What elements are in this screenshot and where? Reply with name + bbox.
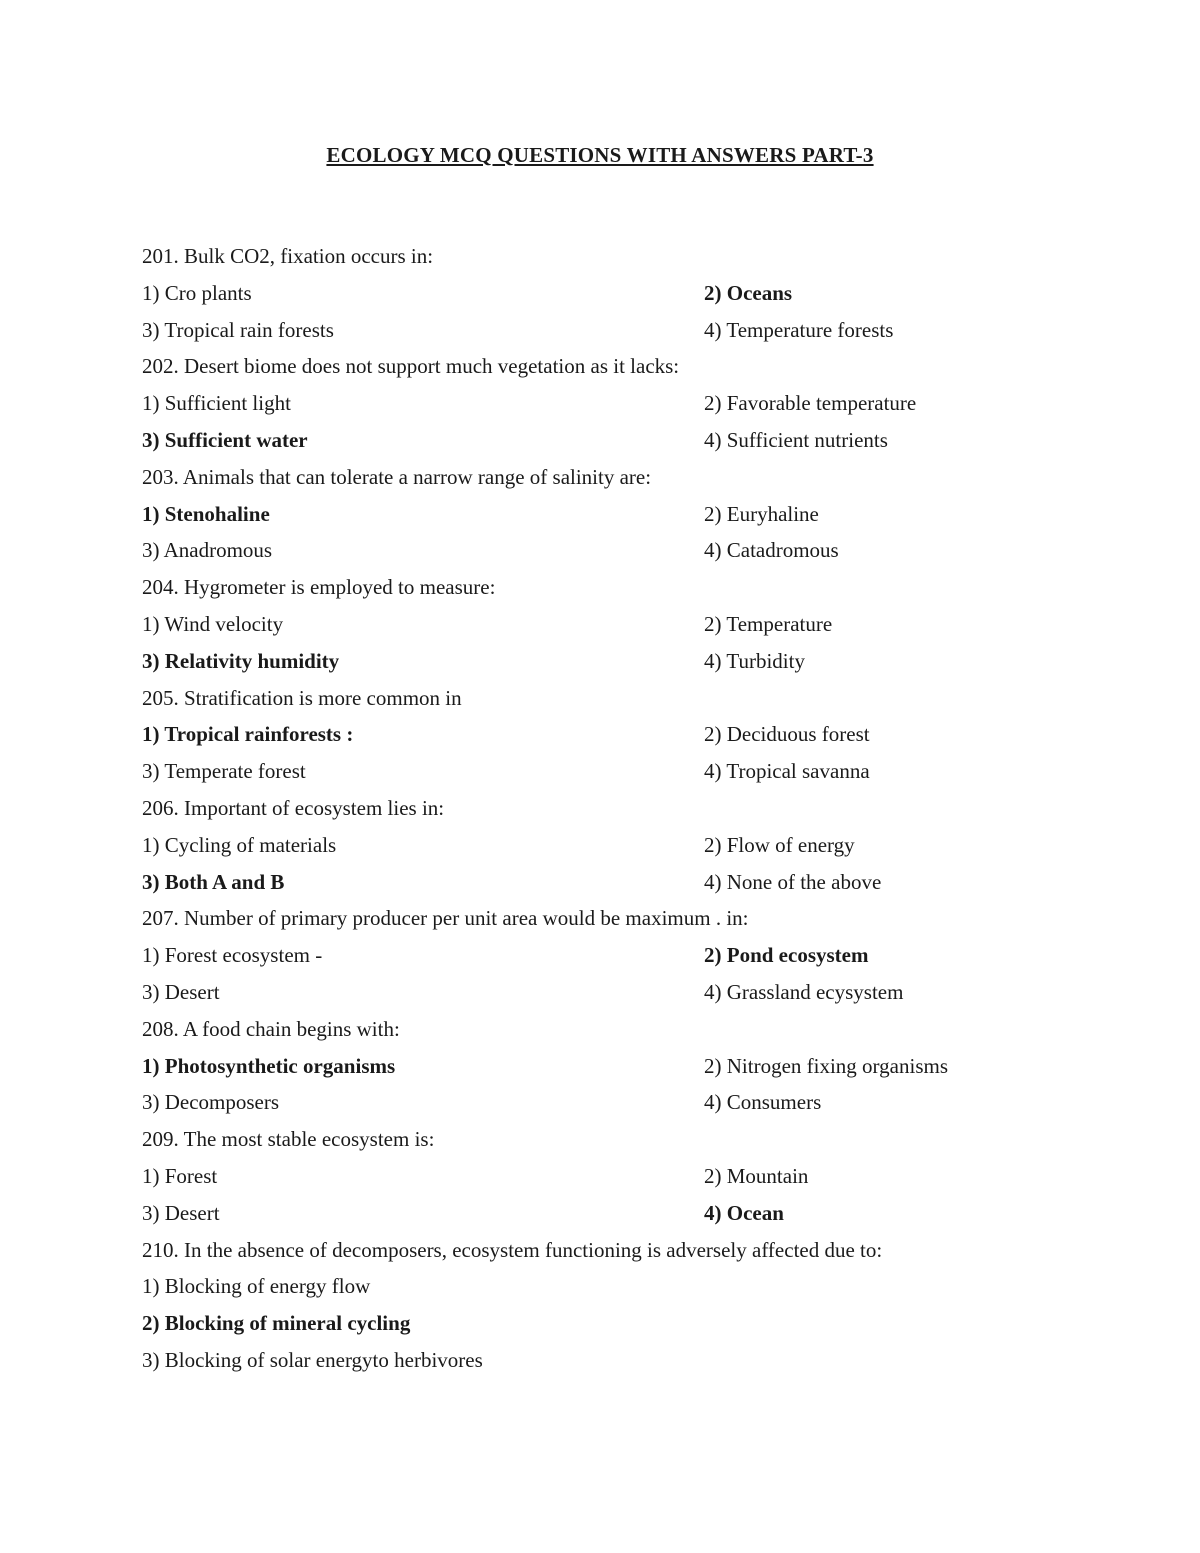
answer-option: 2) Flow of energy	[704, 832, 855, 857]
option-row	[142, 532, 1042, 569]
option-row	[142, 422, 1042, 459]
option-row	[142, 937, 1042, 974]
option-row	[142, 864, 1042, 901]
correct-answer-option: 2) Blocking of mineral cycling	[142, 1311, 411, 1336]
option-row	[142, 1084, 1042, 1121]
answer-option: 1) Blocking of energy flow	[142, 1274, 371, 1299]
answer-option: 3) Desert	[142, 1200, 220, 1225]
option-row	[142, 606, 1042, 643]
option-row	[142, 1195, 1042, 1232]
question-text: 206. Important of ecosystem lies in:	[142, 795, 445, 820]
question-list	[142, 238, 1042, 1379]
option-row	[142, 496, 1042, 533]
question-text: 208. A food chain begins with:	[142, 1016, 400, 1041]
answer-option: 1) Sufficient light	[142, 391, 291, 416]
answer-option: 3) Anadromous	[142, 538, 273, 563]
question-text: 207. Number of primary producer per unit area would be maximum . in:	[142, 906, 749, 931]
answer-option: 3) Temperate forest	[142, 759, 306, 784]
correct-answer-option: 4) Ocean	[704, 1200, 784, 1225]
option-row	[142, 1048, 1042, 1085]
answer-option: 1) Forest ecosystem -	[142, 943, 323, 968]
answer-option: 2) Euryhaline	[704, 501, 819, 526]
answer-option: 4) Grassland ecysystem	[704, 979, 904, 1004]
question-text: 204. Hygrometer is employed to measure:	[142, 575, 496, 600]
question-text: 210. In the absence of decomposers, ecosystem functioning is adversely affected due to:	[142, 1237, 883, 1262]
answer-option: 4) Turbidity	[704, 648, 805, 673]
option-row	[142, 974, 1042, 1011]
answer-option: 2) Temperature	[704, 611, 833, 636]
answer-option: 1) Wind velocity	[142, 611, 284, 636]
answer-option: 2) Nitrogen fixing organisms	[704, 1053, 949, 1078]
page-title: ECOLOGY MCQ QUESTIONS WITH ANSWERS PART-3	[326, 143, 874, 167]
question-text: 202. Desert biome does not support much vegetation as it lacks:	[142, 354, 680, 379]
question-text: 201. Bulk CO2, fixation occurs in:	[142, 244, 434, 268]
option-row	[142, 643, 1042, 680]
option-row	[142, 385, 1042, 422]
answer-option: 2) Favorable temperature	[704, 391, 917, 416]
correct-answer-option: 1) Photosynthetic organisms	[142, 1053, 396, 1078]
answer-option: 2) Deciduous forest	[704, 722, 870, 747]
answer-option: 3) Desert	[142, 979, 220, 1004]
answer-option: 4) Consumers	[704, 1090, 822, 1115]
answer-option: 1) Forest	[142, 1163, 218, 1188]
option-row	[142, 1342, 1042, 1379]
option-row	[142, 312, 1042, 349]
correct-answer-option: 3) Both A and B	[142, 869, 285, 894]
answer-option: 1) Cycling of materials	[142, 832, 337, 857]
question-text: 205. Stratification is more common in	[142, 685, 462, 710]
answer-option: 4) Temperature forests	[704, 317, 894, 342]
answer-option: 3) Decomposers	[142, 1090, 280, 1115]
option-row	[142, 1305, 1042, 1342]
answer-option: 4) Catadromous	[704, 538, 839, 563]
question-text: 203. Animals that can tolerate a narrow range of salinity are:	[142, 464, 652, 489]
correct-answer-option: 3) Relativity humidity	[142, 648, 340, 673]
correct-answer-option: 2) Pond ecosystem	[704, 943, 869, 968]
option-row	[142, 275, 1042, 312]
answer-option: 3) Blocking of solar energyto herbivores	[142, 1347, 483, 1372]
answer-option: 4) Tropical savanna	[704, 759, 870, 784]
correct-answer-option: 2) Oceans	[704, 280, 793, 305]
answer-option: 3) Tropical rain forests	[142, 317, 334, 342]
answer-option: 4) None of the above	[704, 869, 882, 894]
option-row	[142, 827, 1042, 864]
option-row	[142, 716, 1042, 753]
answer-option: 1) Cro plants	[142, 280, 252, 305]
correct-answer-option: 1) Tropical rainforests :	[142, 722, 354, 747]
correct-answer-option: 1) Stenohaline	[142, 501, 270, 526]
option-row	[142, 1268, 1042, 1305]
answer-option: 4) Sufficient nutrients	[704, 427, 888, 452]
answer-option: 2) Mountain	[704, 1163, 809, 1188]
option-row	[142, 753, 1042, 790]
question-text: 209. The most stable ecosystem is:	[142, 1127, 435, 1152]
option-row	[142, 1158, 1042, 1195]
correct-answer-option: 3) Sufficient water	[142, 427, 308, 452]
